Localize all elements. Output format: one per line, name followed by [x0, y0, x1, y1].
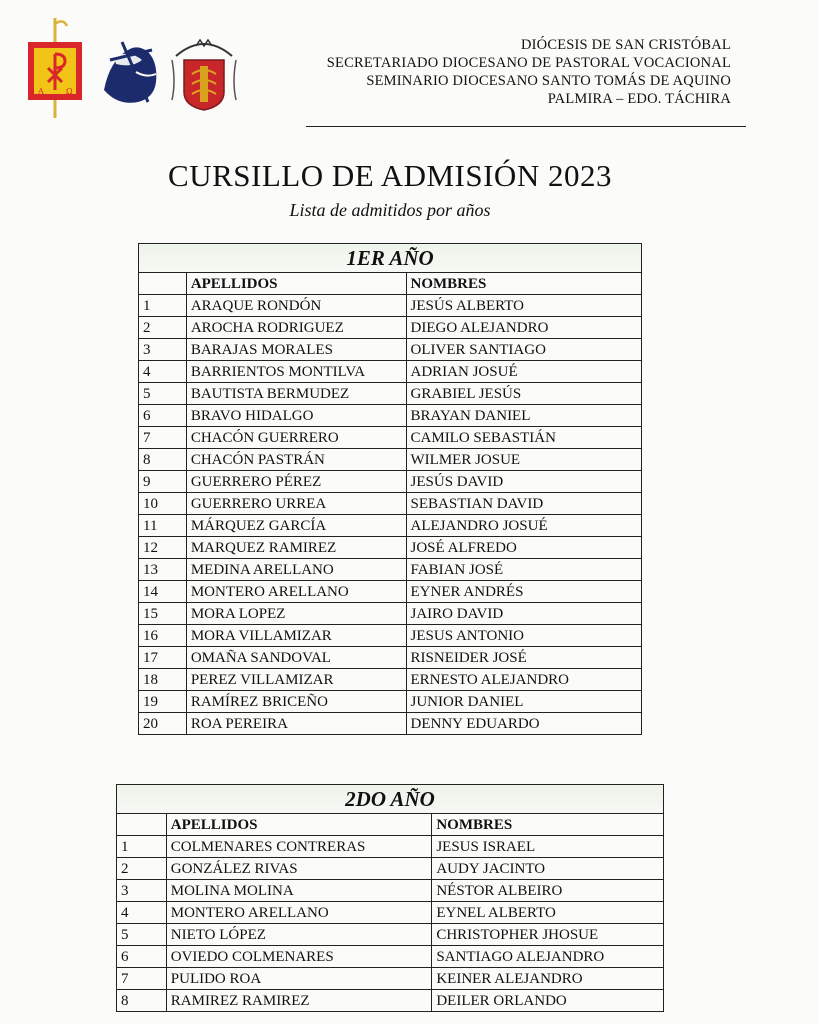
header-line-location: PALMIRA – EDO. TÁCHIRA [547, 91, 731, 107]
year2-heading: 2DO AÑO [117, 785, 664, 814]
row-apellidos: MARQUEZ RAMIREZ [186, 537, 406, 559]
row-apellidos: GUERRERO URREA [186, 493, 406, 515]
seminary-coat-of-arms-icon [170, 38, 238, 114]
row-apellidos: BARRIENTOS MONTILVA [186, 361, 406, 383]
table-row [139, 603, 642, 625]
row-apellidos: OVIEDO COLMENARES [166, 946, 432, 968]
table-row [139, 317, 642, 339]
row-nombres: EYNER ANDRÉS [406, 581, 641, 603]
alpha-letter: A [38, 87, 44, 96]
row-number: 8 [139, 449, 187, 471]
row-number: 12 [139, 537, 187, 559]
row-apellidos: AROCHA RODRIGUEZ [186, 317, 406, 339]
row-apellidos: BAUTISTA BERMUDEZ [186, 383, 406, 405]
row-apellidos: NIETO LÓPEZ [166, 924, 432, 946]
table-row [117, 946, 664, 968]
row-nombres: OLIVER SANTIAGO [406, 339, 641, 361]
row-number: 18 [139, 669, 187, 691]
table-row [139, 295, 642, 317]
header-line-secretariat: SECRETARIADO DIOCESANO DE PASTORAL VOCACIONAL [326, 55, 731, 71]
row-number: 10 [139, 493, 187, 515]
document-subtitle: Lista de admitidos por años [289, 200, 491, 220]
row-apellidos: RAMÍREZ BRICEÑO [186, 691, 406, 713]
row-nombres: KEINER ALEJANDRO [432, 968, 664, 990]
table-row [139, 669, 642, 691]
table-row [139, 625, 642, 647]
row-nombres: CHRISTOPHER JHOSUE [432, 924, 664, 946]
row-nombres: EYNEL ALBERTO [432, 902, 664, 924]
row-number: 20 [139, 713, 187, 735]
document-title: CURSILLO DE ADMISIÓN 2023 [168, 158, 612, 193]
row-nombres: JESUS ANTONIO [406, 625, 641, 647]
row-nombres: JESUS ISRAEL [432, 836, 664, 858]
row-apellidos: MORA VILLAMIZAR [186, 625, 406, 647]
omega-letter: Ω [66, 87, 73, 96]
table-row [139, 713, 642, 735]
row-number: 3 [139, 339, 187, 361]
logo-group [22, 18, 252, 118]
institution-header [327, 36, 731, 108]
row-number: 6 [117, 946, 167, 968]
row-number: 1 [139, 295, 187, 317]
table-row [117, 990, 664, 1012]
table-row [139, 581, 642, 603]
row-apellidos: GONZÁLEZ RIVAS [166, 858, 432, 880]
row-apellidos: BARAJAS MORALES [186, 339, 406, 361]
row-nombres: SANTIAGO ALEJANDRO [432, 946, 664, 968]
row-apellidos: GUERRERO PÉREZ [186, 471, 406, 493]
row-number: 9 [139, 471, 187, 493]
row-number: 4 [117, 902, 167, 924]
row-apellidos: CHACÓN GUERRERO [186, 427, 406, 449]
row-nombres: NÉSTOR ALBEIRO [432, 880, 664, 902]
table-row [139, 405, 642, 427]
row-number: 5 [139, 383, 187, 405]
col-apellidos: APELLIDOS [186, 273, 406, 295]
admitted-table-year1 [138, 243, 642, 735]
row-nombres: ADRIAN JOSUÉ [406, 361, 641, 383]
table-row [117, 880, 664, 902]
row-apellidos: ARAQUE RONDÓN [186, 295, 406, 317]
row-nombres: DENNY EDUARDO [406, 713, 641, 735]
table-row [139, 515, 642, 537]
row-apellidos: CHACÓN PASTRÁN [186, 449, 406, 471]
row-apellidos: MONTERO ARELLANO [186, 581, 406, 603]
table-row [139, 493, 642, 515]
row-number: 5 [117, 924, 167, 946]
row-apellidos: PEREZ VILLAMIZAR [186, 669, 406, 691]
row-number: 11 [139, 515, 187, 537]
table-row [117, 858, 664, 880]
row-number: 19 [139, 691, 187, 713]
row-number: 15 [139, 603, 187, 625]
row-nombres: SEBASTIAN DAVID [406, 493, 641, 515]
col-nombres: NOMBRES [432, 814, 664, 836]
row-nombres: JESÚS ALBERTO [406, 295, 641, 317]
table-row [139, 537, 642, 559]
row-nombres: GRABIEL JESÚS [406, 383, 641, 405]
row-apellidos: ROA PEREIRA [186, 713, 406, 735]
table-row [139, 691, 642, 713]
row-nombres: CAMILO SEBASTIÁN [406, 427, 641, 449]
row-number: 4 [139, 361, 187, 383]
table-row [139, 471, 642, 493]
row-number: 2 [117, 858, 167, 880]
row-nombres: DIEGO ALEJANDRO [406, 317, 641, 339]
row-number: 13 [139, 559, 187, 581]
header-divider [306, 126, 746, 127]
row-apellidos: MOLINA MOLINA [166, 880, 432, 902]
row-number: 7 [139, 427, 187, 449]
row-number: 1 [117, 836, 167, 858]
row-apellidos: OMAÑA SANDOVAL [186, 647, 406, 669]
row-number: 7 [117, 968, 167, 990]
row-apellidos: MONTERO ARELLANO [166, 902, 432, 924]
table-row [117, 924, 664, 946]
admitted-table-year2 [116, 784, 664, 1012]
col-apellidos: APELLIDOS [166, 814, 432, 836]
row-nombres: JAIRO DAVID [406, 603, 641, 625]
row-apellidos: RAMIREZ RAMIREZ [166, 990, 432, 1012]
table-row [139, 427, 642, 449]
table-row [139, 339, 642, 361]
row-number: 6 [139, 405, 187, 427]
row-number: 17 [139, 647, 187, 669]
row-number: 14 [139, 581, 187, 603]
col-nombres: NOMBRES [406, 273, 641, 295]
row-nombres: JUNIOR DANIEL [406, 691, 641, 713]
row-number: 16 [139, 625, 187, 647]
row-nombres: RISNEIDER JOSÉ [406, 647, 641, 669]
row-nombres: ERNESTO ALEJANDRO [406, 669, 641, 691]
year1-heading: 1ER AÑO [139, 244, 642, 273]
row-apellidos: MORA LOPEZ [186, 603, 406, 625]
row-nombres: WILMER JOSUE [406, 449, 641, 471]
chi-rho-shield-icon [24, 18, 86, 118]
header-line-seminary: SEMINARIO DIOCESANO SANTO TOMÁS DE AQUINO [366, 73, 731, 89]
table-row [139, 383, 642, 405]
row-nombres: ALEJANDRO JOSUÉ [406, 515, 641, 537]
table-row [117, 968, 664, 990]
row-apellidos: MEDINA ARELLANO [186, 559, 406, 581]
row-number: 2 [139, 317, 187, 339]
row-nombres: BRAYAN DANIEL [406, 405, 641, 427]
shepherd-cross-icon [96, 32, 162, 108]
row-apellidos: MÁRQUEZ GARCÍA [186, 515, 406, 537]
row-nombres: JESÚS DAVID [406, 471, 641, 493]
row-nombres: FABIAN JOSÉ [406, 559, 641, 581]
table-row [139, 559, 642, 581]
row-nombres: JOSÉ ALFREDO [406, 537, 641, 559]
row-number: 3 [117, 880, 167, 902]
col-number [139, 273, 187, 295]
row-apellidos: PULIDO ROA [166, 968, 432, 990]
row-nombres: AUDY JACINTO [432, 858, 664, 880]
row-apellidos: COLMENARES CONTRERAS [166, 836, 432, 858]
header-line-diocese: DIÓCESIS DE SAN CRISTÓBAL [520, 37, 731, 53]
row-number: 8 [117, 990, 167, 1012]
table-row [139, 449, 642, 471]
row-apellidos: BRAVO HIDALGO [186, 405, 406, 427]
table-row [139, 647, 642, 669]
table-row [139, 361, 642, 383]
col-number [117, 814, 167, 836]
table-row [117, 836, 664, 858]
row-nombres: DEILER ORLANDO [432, 990, 664, 1012]
table-row [117, 902, 664, 924]
